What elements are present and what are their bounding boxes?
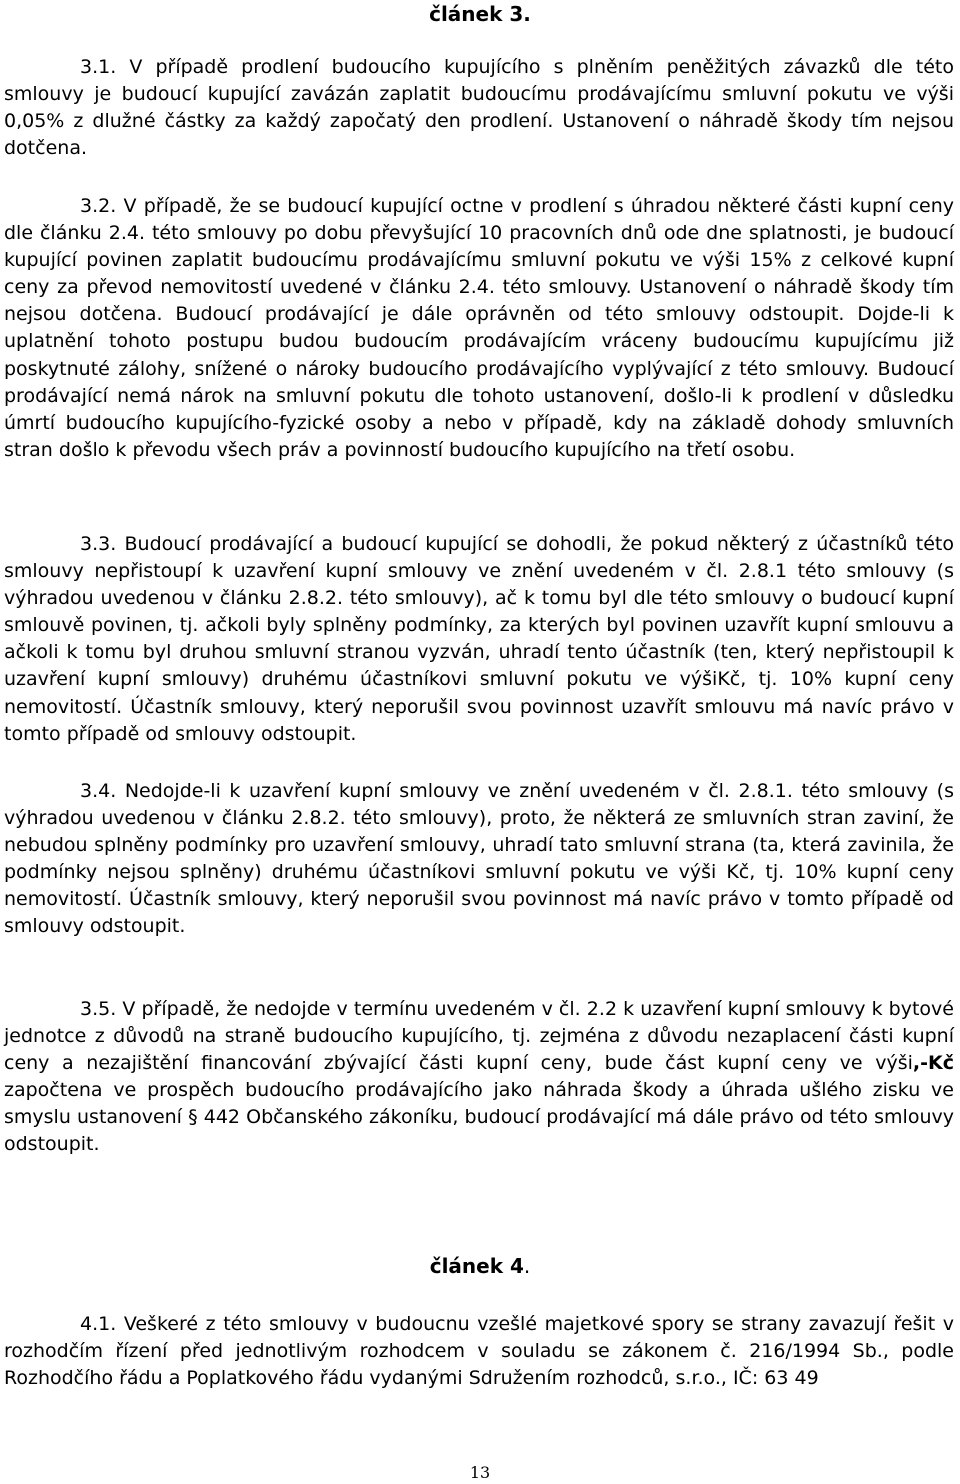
- paragraph-3-3-text: 3.3. Budoucí prodávající a budoucí kupující se dohodli, že pokud některý z účastníků této smlouvy nepřistoupí k uzavření kupní smlouvy ve znění uvedeném v čl. 2.8.1 této smlouvy (s výhradou uvedenou v článku 2.8.2. této smlouvy), ač k tomu byl dle této smlouvy o budoucí kupní smlouvě povinen, tj. ačkoli byly splněny podmínky, za kterých byl povinen uzavřít kupní smlouvu a ačkoli k tomu byl druhou smluvní stranou vyzván, uhradí tento účastník (ten, který nepřistoupil k uzavření kupní smlouvy) druhému účastníkovi smluvní pokutu ve výšiKč, tj. 10% kupní ceny nemovitostí. Účastník smlouvy, který neporušil svou povinnost uzavřít smlouvu má navíc právo v tomto případě od smlouvy odstoupit.: [4, 533, 954, 745]
- paragraph-3-2-text: 3.2. V případě, že se budoucí kupující octne v prodlení s úhradou některé části kupní ceny dle článku 2.4. této smlouvy po dobu převyšující 10 pracovních dnů ode dne splatnosti, je budoucí kupující povinen zaplatit budoucímu prodávajícímu smluvní pokutu ve výši 15% z celkové kupní ceny za převod nemovitostí uvedené v článku 2.4. této smlouvy. Ustanovení o náhradě škody tím nejsou dotčena. Budoucí prodávající je dále oprávněn od této smlouvy odstoupit. Dojde-li k uplatnění tohoto postupu budou budoucím prodávajícím vráceny budoucímu kupujícímu již poskytnuté zálohy, snížené o nároky budoucího prodávajícího vyplývající z této smlouvy. Budoucí prodávající nemá nárok na smluvní pokutu dle tohoto ustanovení, došlo-li k prodlení v důsledku úmrtí budoucího kupujícího-fyzické osoby a nebo v případě, kdy na základě dohody smluvních stran došlo k převodu všech práv a povinností budoucího kupujícího na třetí osobu.: [4, 195, 954, 461]
- paragraph-3-3: [4, 531, 954, 748]
- paragraph-3-4: [4, 778, 954, 941]
- paragraph-3-5-text-a: 3.5. V případě, že nedojde v termínu uvedeném v čl. 2.2 k uzavření kupní smlouvy k bytové jednotce z důvodů na straně budoucího kupujícího, tj. zejména z důvodu nezaplacení části kupní ceny a nezajištění financování zbývající části kupní ceny, bude část kupní ceny ve výši: [4, 998, 954, 1075]
- paragraph-3-5-amount: ,-Kč: [912, 1052, 954, 1075]
- paragraph-3-2: [4, 193, 954, 464]
- paragraph-4-1-text: 4.1. Veškeré z této smlouvy v budoucnu vzešlé majetkové spory se strany zavazují řešit v rozhodčím řízení před jednotlivým rozhodcem v souladu se zákonem č. 216/1994 Sb., podle Rozhodčího řádu a Poplatkového řádu vydanými Sdružením rozhodců, s.r.o., IČ: 63 49: [4, 1313, 954, 1390]
- article-3-heading: článek 3.: [429, 2, 531, 26]
- paragraph-4-1: [4, 1311, 954, 1392]
- paragraph-3-5-text-b: započtena ve prospěch budoucího prodávajícího jako náhrada škody a úhrada ušlého zisku ve smyslu ustanovení § 442 Občanského zákoníku, budoucí prodávající má dále právo od této smlouvy odstoupit.: [4, 1079, 954, 1156]
- article-4-heading: [4, 1254, 956, 1278]
- article-4-heading-text: článek 4: [429, 1254, 524, 1278]
- paragraph-3-1: [4, 54, 954, 162]
- article-4-heading-dot: .: [523, 1254, 531, 1278]
- paragraph-3-1-text: 3.1. V případě prodlení budoucího kupujícího s plněním peněžitých závazků dle této smlouvy je budoucí kupující zavázán zaplatit budoucímu prodávajícímu smluvní pokutu ve výši 0,05% z dlužné částky za každý započatý den prodlení. Ustanovení o náhradě škody tím nejsou dotčena.: [4, 56, 954, 160]
- paragraph-3-5: [4, 996, 954, 1159]
- paragraph-3-4-text: 3.4. Nedojde-li k uzavření kupní smlouvy ve znění uvedeném v čl. 2.8.1. této smlouvy (s výhradou uvedenou v článku 2.8.2. této smlouvy), proto, že některá ze smluvních stran zaviní, že nebudou splněny podmínky pro uzavření smlouvy, uhradí tato smluvní strana (ta, která zavinila, že podmínky nejsou splněny) druhému účastníkovi smluvní pokutu ve výši Kč, tj. 10% kupní ceny nemovitostí. Účastník smlouvy, který neporušil svou povinnost má navíc právo v tomto případě od smlouvy odstoupit.: [4, 780, 954, 938]
- page-number: 13: [469, 1463, 491, 1482]
